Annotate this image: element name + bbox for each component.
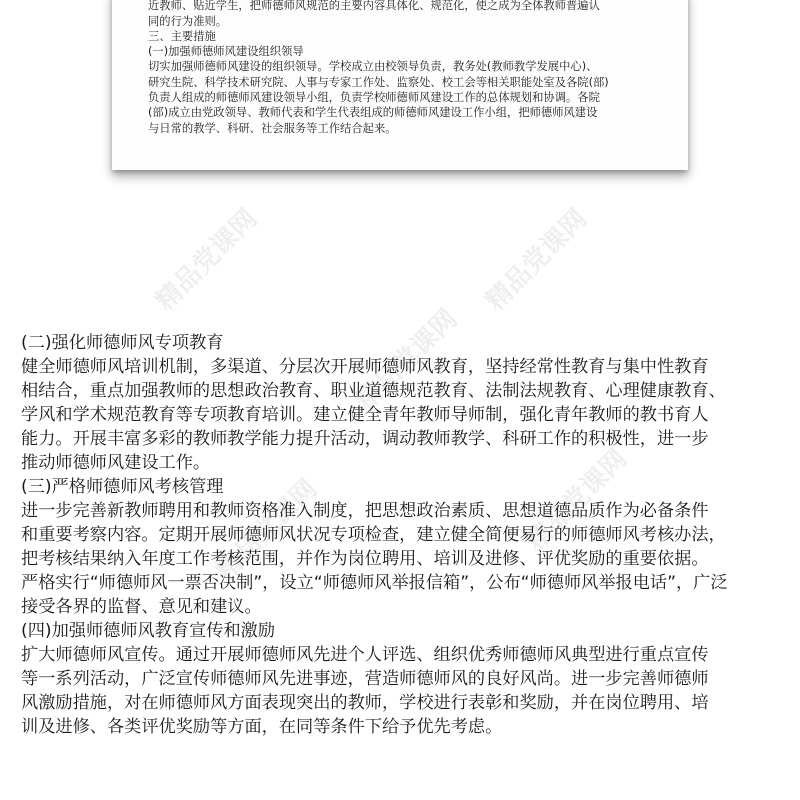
subsection-heading: (一)加强师德师风建设组织领导 (148, 45, 304, 59)
watermark: 精品党课网 (350, 303, 464, 417)
body-text-line: 接受各界的监督、意见和建议。 (21, 597, 262, 617)
body-text-line: 把考核结果纳入年度工作考核范围，并作为岗位聘用、培训及进修、评优奖励的重要依据。 (21, 549, 709, 569)
section-heading: 三、主要措施 (148, 29, 216, 43)
document-image-card (112, 0, 688, 170)
subsection-heading: (三)严格师德师风考核管理 (21, 477, 224, 497)
body-text-line: 进一步完善新教师聘用和教师资格准入制度，把思想政治素质、思想道德品质作为必备条件 (21, 501, 709, 521)
subsection-heading: (二)强化师德师风专项教育 (21, 333, 224, 353)
body-text-line: 等一系列活动，广泛宣传师德师风先进事迹，营造师德师风的良好风尚。进一步完善师德师 (21, 669, 709, 689)
card-text-line: 同的行为准则。 (148, 14, 228, 28)
watermark: 精品党课网 (150, 203, 264, 317)
watermark: 精品党课网 (210, 473, 324, 587)
body-text-line: 学风和学术规范教育等专项教育培训。建立健全青年教师导师制，强化青年教师的教书育人 (21, 405, 709, 425)
document-image-text (148, 0, 678, 136)
body-text-line: 相结合，重点加强教师的思想政治教育、职业道德规范教育、法制法规教育、心理健康教育、 (21, 381, 726, 401)
bottom-fade (0, 788, 800, 800)
body-text-line: 健全师德师风培训机制，多渠道、分层次开展师德师风教育，坚持经常性教育与集中性教育 (21, 357, 709, 377)
watermark: 精品党课网 (480, 203, 594, 317)
body-text-line: 扩大师德师风宣传。通过开展师德师风先进个人评选、组织优秀师德师风典型进行重点宣传 (21, 645, 709, 665)
body-text-line: 风激励措施，对在师德师风方面表现突出的教师，学校进行表彰和奖励，并在岗位聘用、培 (21, 693, 709, 713)
card-text-line: 负责人组成的师德师风建设领导小组，负责学校师德师风建设工作的总体规划和协调。各院 (148, 91, 600, 105)
card-text-line: 与日常的教学、科研、社会服务等工作结合起来。 (148, 121, 397, 135)
watermark: 精品党课网 (520, 443, 634, 557)
card-text-line: 研究生院、科学技术研究院、人事与专家工作处、监察处、校工会等相关职能处室及各院(部) (148, 75, 609, 89)
body-text-line: 推动师德师风建设工作。 (21, 453, 211, 473)
document-body (21, 331, 786, 739)
body-text-line: 训及进修、各类评优奖励等方面，在同等条件下给予优先考虑。 (21, 717, 503, 737)
body-text-line: 严格实行“师德师风一票否决制”，设立“师德师风举报信箱”，公布“师德师风举报电话”，广泛 (21, 573, 728, 593)
body-text-line: 能力。开展丰富多彩的教师教学能力提升活动，调动教师教学、科研工作的积极性，进一步 (21, 429, 709, 449)
card-text-line: 近教师、贴近学生，把师德师风规范的主要内容具体化、规范化，使之成为全体教师普遍认 (148, 0, 600, 13)
card-text-line: (部)成立由党政领导、教师代表和学生代表组成的师德师风建设工作小组，把师德师风建设 (148, 106, 598, 120)
card-text-line: 切实加强师德师风建设的组织领导。学校成立由校领导负责，教务处(教师教学发展中心)、 (148, 60, 598, 74)
body-text-line: 和重要考察内容。定期开展师德师风状况专项检查，建立健全简便易行的师德师风考核办法， (21, 525, 726, 545)
subsection-heading: (四)加强师德师风教育宣传和激励 (21, 621, 276, 641)
